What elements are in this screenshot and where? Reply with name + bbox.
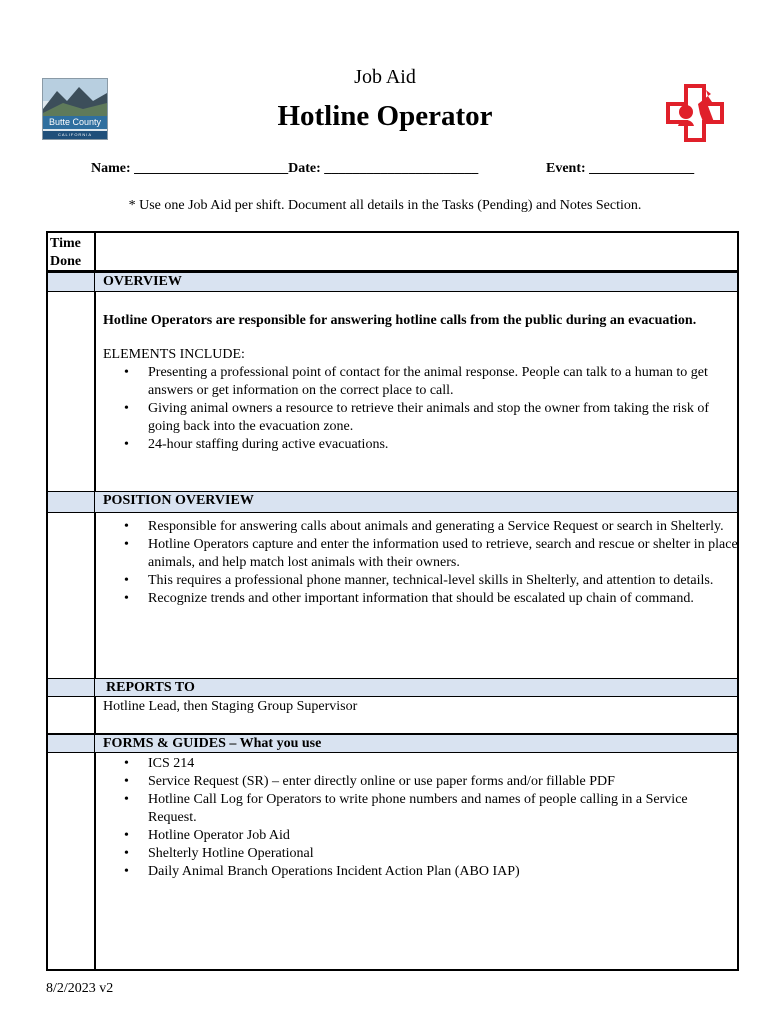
time-done-header (50, 235, 81, 271)
event-field: Event: _______________ (546, 161, 695, 176)
time-label: Time (50, 236, 81, 251)
version-footer: 8/2/2023 v2 (46, 981, 114, 996)
document-kicker: Job Aid (354, 66, 416, 88)
reports-to-heading: REPORTS TO (106, 680, 195, 695)
done-label: Done (50, 254, 82, 269)
list-item: • Hotline Operator Job Aid (103, 827, 738, 845)
elements-label: ELEMENTS INCLUDE: (103, 347, 245, 362)
forms-guides-content (103, 755, 738, 881)
forms-guides-list (103, 755, 738, 881)
position-overview-heading: POSITION OVERVIEW (103, 493, 254, 508)
list-item: • Recognize trends and other important information that should be escalated up chain of command. (103, 590, 738, 608)
time-column-divider (94, 231, 96, 971)
list-item: • ICS 214 (103, 755, 738, 773)
list-item: • Giving animal owners a resource to retrieve their animals and stop the owner from taking the risk of going back into the evacuation zone. (103, 400, 738, 436)
position-overview-list (103, 518, 738, 608)
list-item: • Daily Animal Branch Operations Incident Action Plan (ABO IAP) (103, 863, 738, 881)
overview-intro: Hotline Operators are responsible for answering hotline calls from the public during an evacuation. (103, 313, 697, 328)
logo-sub-text: CALIFORNIA (43, 131, 107, 139)
forms-guides-heading: FORMS & GUIDES – What you use (103, 736, 322, 751)
list-item: • 24-hour staffing during active evacuations. (103, 436, 738, 454)
list-item: • Service Request (SR) – enter directly online or use paper forms and/or fillable PDF (103, 773, 738, 791)
logo-name-text: Butte County (43, 116, 107, 129)
usage-instruction: * Use one Job Aid per shift. Document all details in the Tasks (Pending) and Notes Section. (128, 198, 642, 213)
list-item: • Responsible for answering calls about animals and generating a Service Request or search in Shelterly. (103, 518, 738, 536)
list-item: • This requires a professional phone manner, technical-level skills in Shelterly, and attention to details. (103, 572, 738, 590)
list-item: • Hotline Operators capture and enter the information used to retrieve, search and rescue or shelter in place animals, and help match lost animals with their owners. (103, 536, 738, 572)
overview-content (103, 312, 738, 454)
name-date-fields: Name: ______________________Date: ______________________ (91, 161, 479, 176)
document-title: Hotline Operator (277, 100, 493, 132)
overview-elements-list (103, 364, 738, 454)
list-item: • Presenting a professional point of contact for the animal response. People can talk to a human to get answers or get information on the correct place to call. (103, 364, 738, 400)
overview-heading: OVERVIEW (103, 274, 182, 289)
list-item: • Shelterly Hotline Operational (103, 845, 738, 863)
list-item: • Hotline Call Log for Operators to write phone numbers and names of people calling in a Service Request. (103, 791, 738, 827)
reports-to-text: Hotline Lead, then Staging Group Supervisor (103, 699, 358, 714)
position-overview-content (103, 518, 738, 608)
